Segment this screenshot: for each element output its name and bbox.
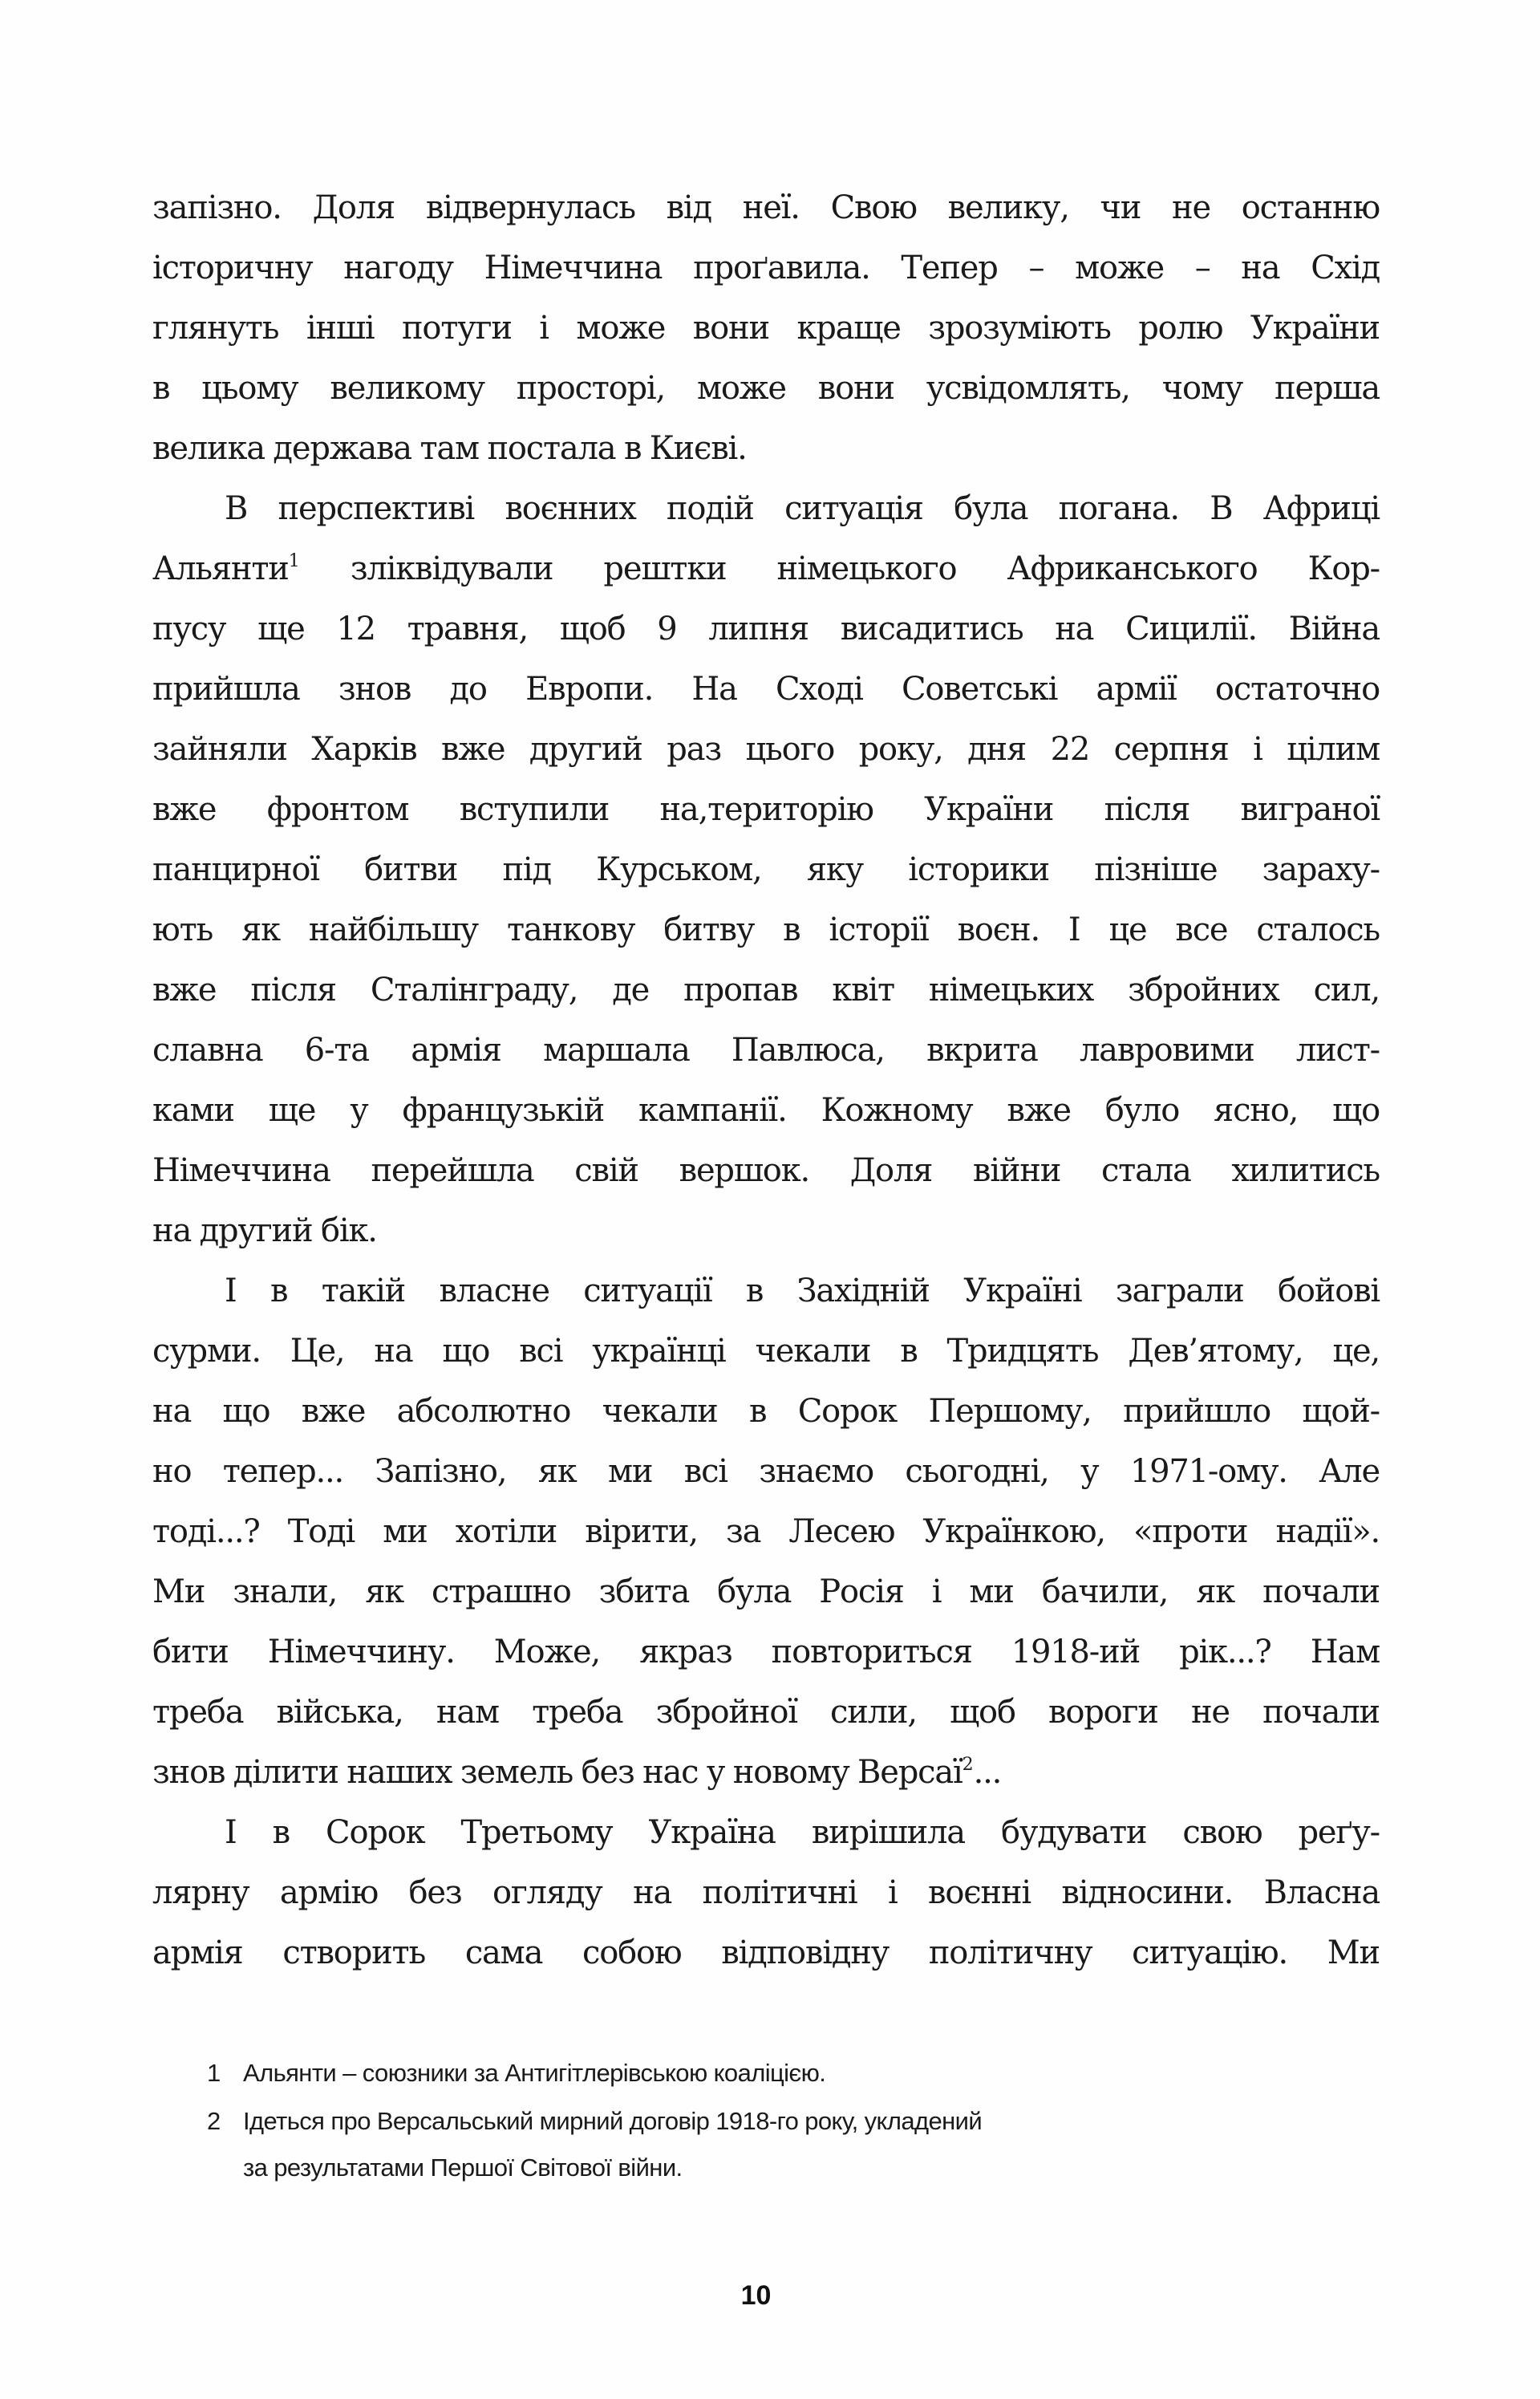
footnote-number: 2 xyxy=(207,2107,221,2135)
footnote-line: за результатами Першої Світової війни. xyxy=(243,2153,683,2182)
text-line: пусу ще 12 травня, щоб 9 липня висадитись на Сицилії. Війна xyxy=(152,611,1380,647)
text-line: запізно. Доля відвернулась від неї. Свою велику, чи не останню xyxy=(152,189,1380,226)
footnote-1 xyxy=(207,2050,1378,2097)
text-line: вже після Сталінграду, де пропав квіт німецьких збройних сил, xyxy=(152,972,1380,1009)
text-line: вже фронтом вступили на,територію України після виграної xyxy=(152,791,1380,828)
text-fragment: Альянти xyxy=(152,550,289,587)
text-line: глянуть інші потуги і може вони краще зрозуміють ролю України xyxy=(152,310,1380,347)
footnote-text xyxy=(243,2098,1378,2191)
footnote-text xyxy=(243,2050,1378,2097)
text-line: велика держава там постала в Києві. xyxy=(152,430,747,467)
text-line: тоді...? Тоді ми хотіли вірити, за Лесею Українкою, «проти надії». xyxy=(152,1513,1380,1550)
footnote-ref-1[interactable]: 1 xyxy=(288,551,300,571)
body-text xyxy=(152,178,1380,1983)
text-line: сурми. Це, на що всі українці чекали в Тридцять Дев’ятому, це, xyxy=(152,1333,1380,1370)
text-line: історичну нагоду Німеччина проґавила. Тепер – може – на Схід xyxy=(152,250,1380,286)
text-line: прийшла знов до Европи. На Сході Советські армії остаточно xyxy=(152,671,1380,708)
text-line: Ми знали, як страшно збита була Росія і ми бачили, як почали xyxy=(152,1573,1380,1610)
text-line: І в такій власне ситуації в Західній Україні заграли бойові xyxy=(225,1273,1380,1309)
text-line: но тепер... Запізно, як ми всі знаємо сьогодні, у 1971-ому. Але xyxy=(152,1453,1380,1490)
text-line: ками ще у французькій кампанії. Кожному вже було ясно, що xyxy=(152,1092,1380,1129)
text-line: Німеччина перейшла свій вершок. Доля війни стала хилитись xyxy=(152,1152,1380,1189)
text-fragment: ... xyxy=(973,1754,1002,1791)
text-line: в цьому великому просторі, може вони усвідомлять, чому перша xyxy=(152,370,1380,407)
text-fragment: знов ділити наших земель без нас у новому Версаї xyxy=(152,1754,962,1791)
footnote-line: Ідеться про Версальський мирний договір 1918-го року, укладений xyxy=(243,2107,983,2135)
text-line: ють як найбільшу танкову битву в історії воєн. І це все сталось xyxy=(152,911,1380,948)
footnote-number: 1 xyxy=(207,2059,221,2087)
text-line: В перспективі воєнних подій ситуація була погана. В Африці xyxy=(225,490,1380,527)
text-line: славна 6-та армія маршала Павлюса, вкрита лавровими лист- xyxy=(152,1032,1380,1069)
text-line: треба війська, нам треба збройної сили, щоб вороги не почали xyxy=(152,1694,1380,1731)
text-line: лярну армію без огляду на політичні і воєнні відносини. Власна xyxy=(152,1874,1380,1911)
text-line: армія створить сама собою відповідну політичну ситуацію. Ми xyxy=(152,1934,1380,1971)
text-line: на що вже абсолютно чекали в Сорок Першому, прийшло щой- xyxy=(152,1393,1380,1430)
text-line-with-footnote-ref xyxy=(152,539,1380,599)
footnotes xyxy=(207,2050,1378,2191)
text-line: І в Сорок Третьому Україна вирішила будувати свою реґу- xyxy=(225,1814,1380,1851)
text-line: панцирної битви під Курськом, яку історики пізніше зараху- xyxy=(152,851,1380,888)
footnote-2 xyxy=(207,2098,1378,2191)
page-number: 10 xyxy=(740,2280,772,2311)
text-line-with-footnote-ref xyxy=(152,1743,1380,1803)
text-fragment: зліквідували рештки німецького Африканського Кор- xyxy=(299,550,1380,587)
text-line: бити Німеччину. Може, якраз повториться 1918-ий рік...? Нам xyxy=(152,1634,1380,1670)
footnote-ref-2[interactable]: 2 xyxy=(962,1755,974,1775)
footnote-line: Альянти – союзники за Антигітлерівською коаліцією. xyxy=(243,2059,826,2087)
text-line: на другий бік. xyxy=(152,1212,377,1249)
text-line: зайняли Харків вже другий раз цього року, дня 22 серпня і цілим xyxy=(152,731,1380,768)
